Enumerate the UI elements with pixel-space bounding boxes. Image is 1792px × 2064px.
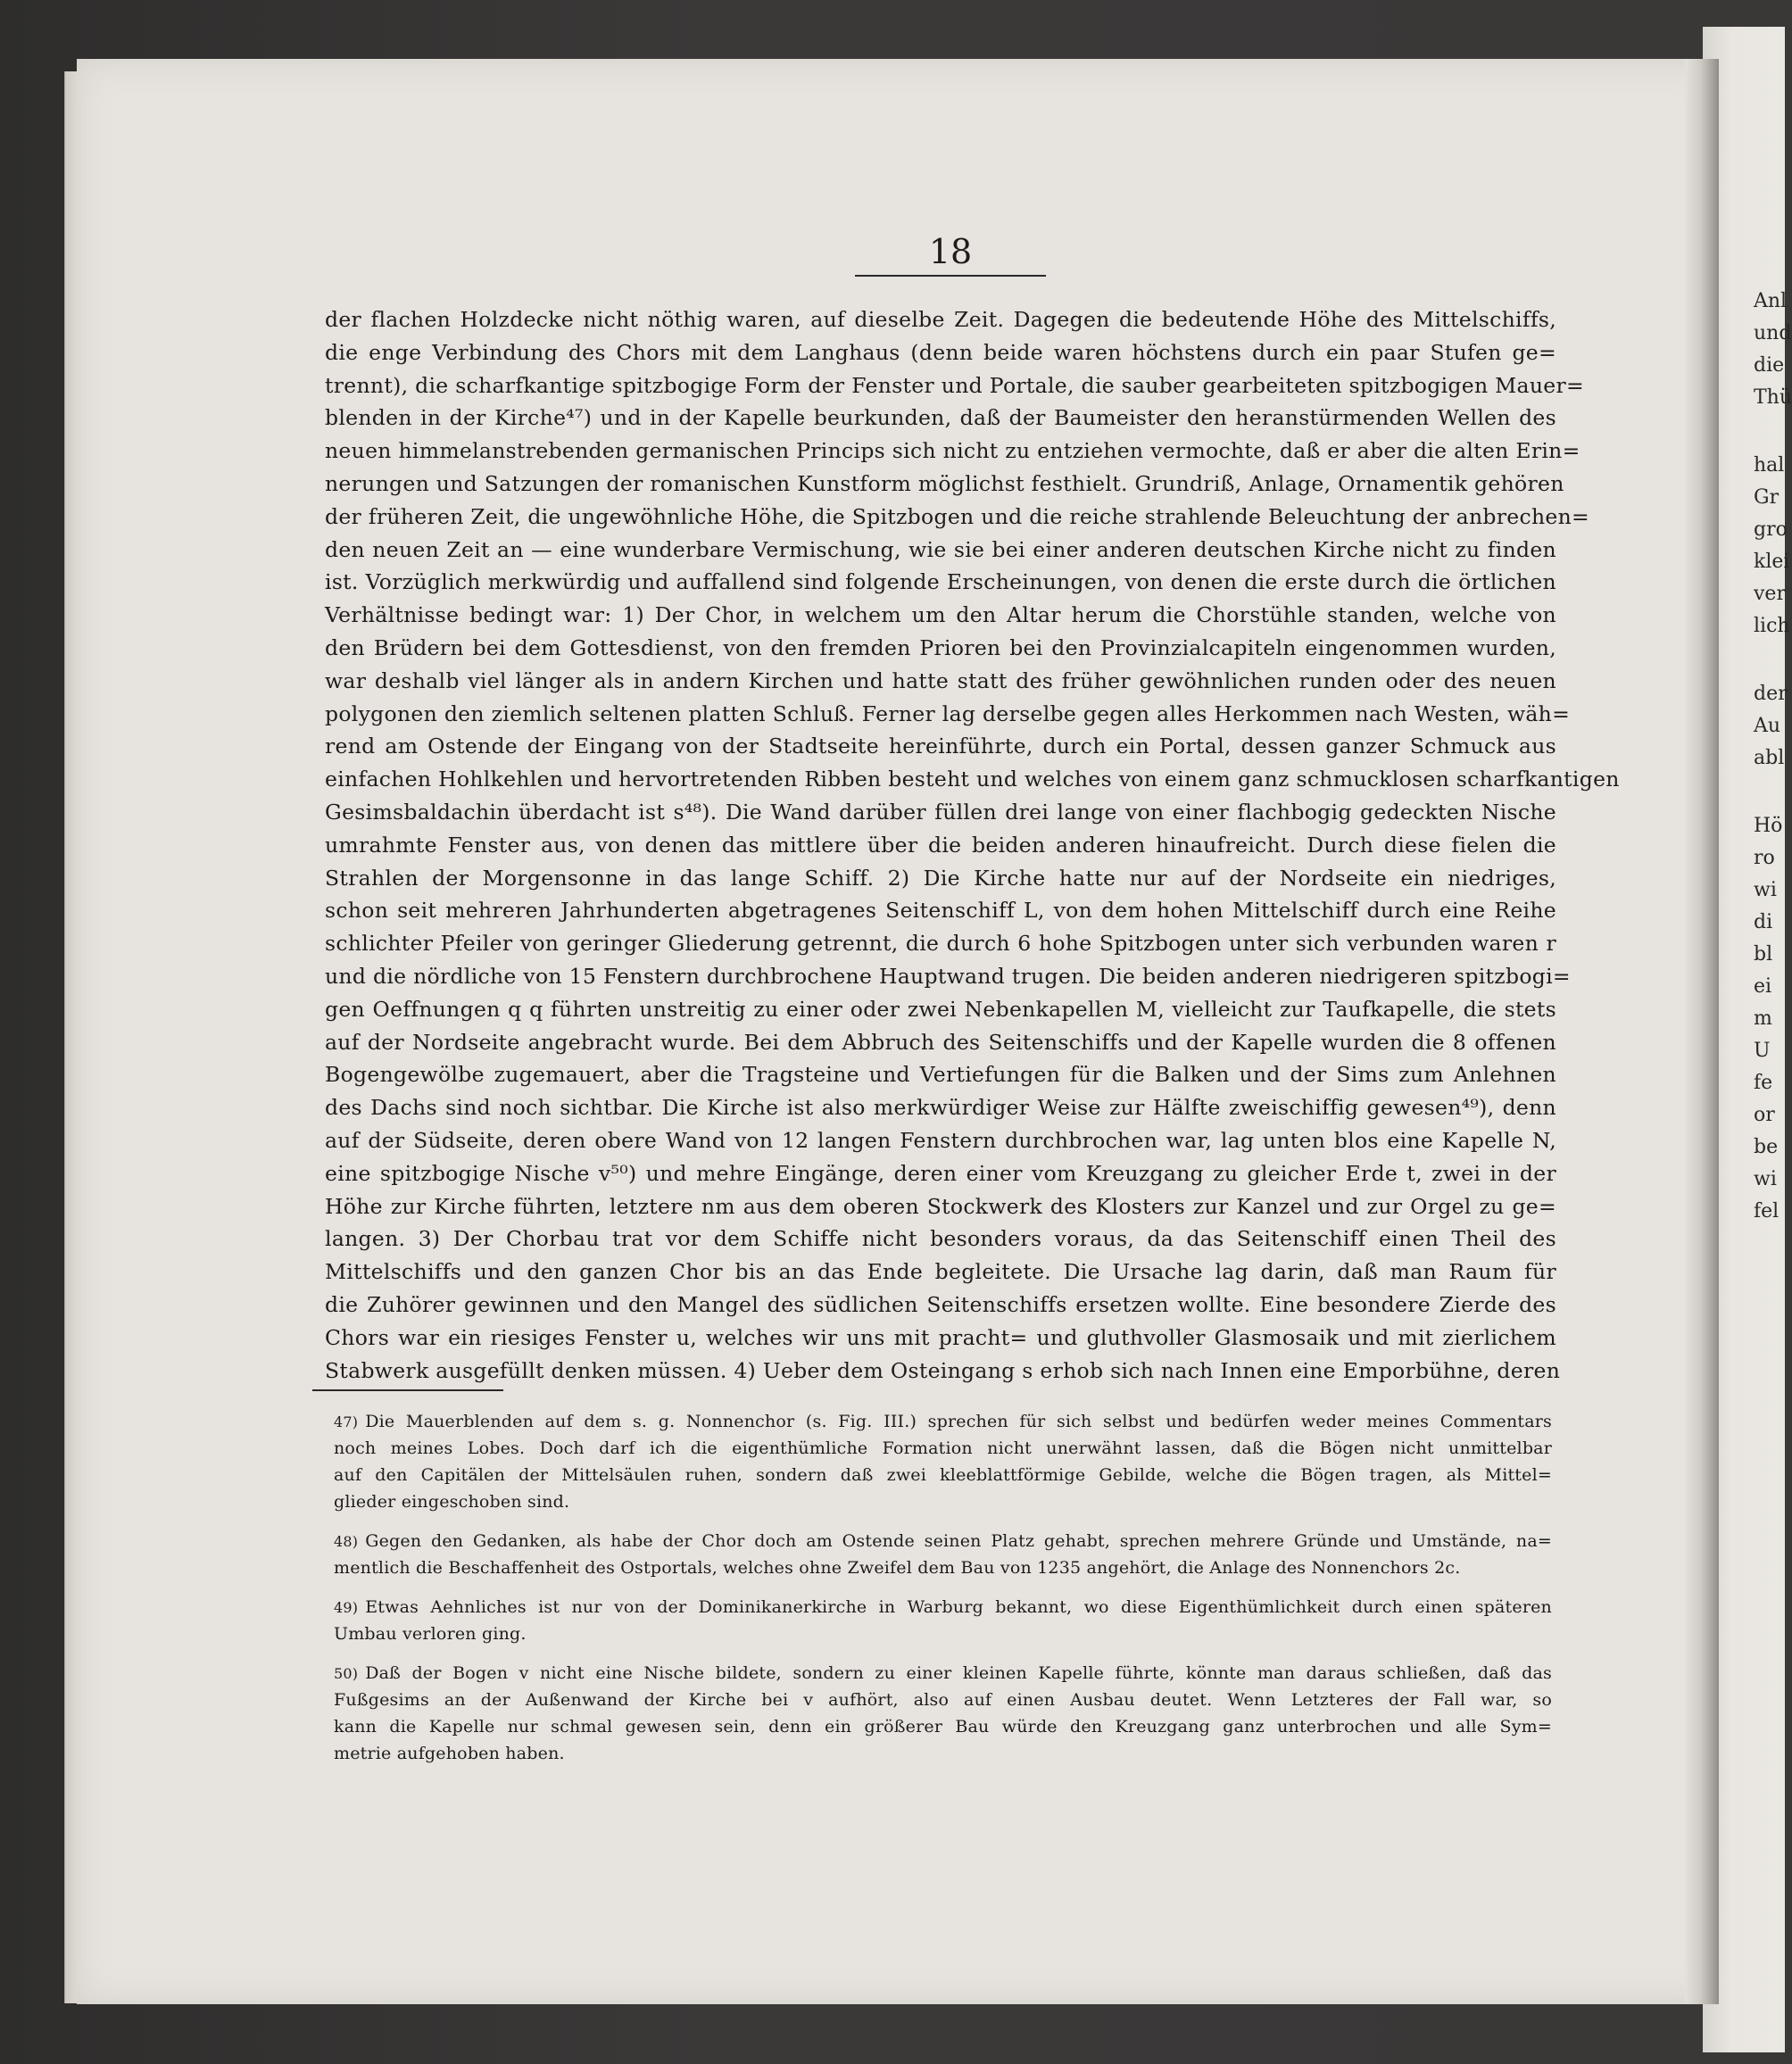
facing-page-text-fragments — [1754, 290, 1792, 1232]
body-line: umrahmte Fenster aus, von denen das mittlere über die beiden anderen hinaufreicht. Durch diese fielen die — [325, 832, 1556, 858]
body-text — [325, 303, 1620, 1387]
body-line: einfachen Hohlkehlen und hervortretenden Ribben besteht und welches von einem ganz schmucklosen scharfkantigen — [325, 767, 1620, 792]
facing-page-fragment — [1754, 647, 1785, 683]
body-line: blenden in der Kirche⁴⁷) und in der Kapelle beurkunden, daß der Baumeister den heranstürmenden Wellen des — [325, 405, 1556, 431]
body-line: des Dachs sind noch sichtbar. Die Kirche ist also merkwürdiger Weise zur Hälfte zweischiffig gewesen⁴⁹), denn — [325, 1095, 1556, 1121]
facing-page-fragment: ver — [1754, 583, 1786, 605]
footnote-text: Die Mauerblenden auf dem s. g. Nonnenchor (s. Fig. III.) sprechen für sich selbst und bedürfen weder meines Commentars — [365, 1412, 1552, 1431]
body-line: Strahlen der Morgensonne in das lange Schiff. 2) Die Kirche hatte nur auf der Nordseite ein niedriges, — [325, 865, 1556, 891]
footnote-line — [334, 1740, 1552, 1767]
facing-page-fragment — [1754, 419, 1785, 454]
facing-page-fragment: m — [1754, 1007, 1772, 1030]
body-line: polygonen den ziemlich seltenen platten Schluß. Ferner lag derselbe gegen alles Herkommen nach Westen, wäh= — [325, 700, 1571, 726]
footnote-text: Gegen den Gedanken, als habe der Chor doch am Ostende seinen Platz gehabt, sprechen mehrere Gründe und Umstände, na= — [365, 1531, 1552, 1551]
facing-page-fragment: lich — [1754, 615, 1790, 637]
footnote-text: mentlich die Beschaffenheit des Ostportals, welches ohne Zweifel dem Bau von 1235 angehört, die Anlage des Nonnenchors 2c. — [334, 1558, 1461, 1578]
facing-page-fragment: und — [1754, 322, 1792, 344]
footnote-number: 48) — [334, 1533, 359, 1550]
footnote-text: Etwas Aehnliches ist nur von der Dominikanerkirche in Warburg bekannt, wo diese Eigenthümlichkeit durch einen späteren — [365, 1597, 1552, 1617]
page-number: 18 — [928, 232, 973, 271]
footnote-line — [334, 1660, 1552, 1687]
body-line: auf der Nordseite angebracht wurde. Bei dem Abbruch des Seitenschiffs und der Kapelle wurden die 8 offenen — [325, 1029, 1556, 1055]
facing-page-fragment: or — [1754, 1104, 1775, 1126]
facing-page-fragment: Anl — [1754, 290, 1788, 312]
facing-page-fragment: Thü — [1754, 386, 1792, 409]
footnote-text: Umbau verloren ging. — [334, 1624, 527, 1644]
footnote-line — [334, 1408, 1552, 1435]
facing-page-fragment: hal — [1754, 454, 1785, 477]
body-line: Mittelschiffs und den ganzen Chor bis an das Ende begleitete. Die Ursache lag darin, daß man Raum für — [325, 1259, 1556, 1285]
facing-page-fragment: ro — [1754, 847, 1775, 869]
facing-page-fragment: Au — [1754, 715, 1781, 737]
facing-page-fragment: wi — [1754, 1168, 1777, 1190]
footnote-text: Fußgesims an der Außenwand der Kirche bei v aufhört, also auf einen Ausbau deutet. Wenn Letzteres der Fall war, so — [334, 1690, 1552, 1710]
footnotes — [334, 1408, 1552, 1779]
body-line: den Brüdern bei dem Gottesdienst, von den fremden Prioren bei den Provinzialcapiteln eingenommen wurden, — [325, 634, 1556, 660]
facing-page-fragment: abl — [1754, 747, 1785, 769]
footnote-line — [334, 1687, 1552, 1713]
facing-page-fragment: gro — [1754, 518, 1788, 541]
body-line: Stabwerk ausgefüllt denken müssen. 4) Ueber dem Osteingang s erhob sich nach Innen eine Emporbühne, deren — [325, 1357, 1561, 1383]
facing-page-fragment: Hö — [1754, 815, 1783, 837]
body-line: ist. Vorzüglich merkwürdig und auffallend sind folgende Erscheinungen, von denen die erste durch die örtlichen — [325, 569, 1556, 595]
footnote-line — [334, 1488, 1552, 1515]
facing-page-fragment: be — [1754, 1136, 1779, 1158]
footnote-text: kann die Kapelle nur schmal gewesen sein, denn ein größerer Bau würde den Kreuzgang ganz unterbrochen und alle Sym= — [334, 1717, 1552, 1737]
footnote — [334, 1594, 1552, 1647]
body-line: Verhältnisse bedingt war: 1) Der Chor, in welchem um den Altar herum die Chorstühle standen, welche von — [325, 602, 1556, 628]
body-line: war deshalb viel länger als in andern Kirchen und hatte statt des früher gewöhnlichen runden oder des neuen — [325, 667, 1556, 693]
body-line: gen Oeffnungen q q führten unstreitig zu einer oder zwei Nebenkapellen M, vielleicht zur Taufkapelle, die stets — [325, 996, 1556, 1022]
facing-page-fragment: ei — [1754, 975, 1772, 998]
footnote-line — [334, 1594, 1552, 1621]
body-line: der früheren Zeit, die ungewöhnliche Höhe, die Spitzbogen und die reiche strahlende Beleuchtung der anbrechen= — [325, 503, 1590, 529]
body-line: die Zuhörer gewinnen und den Mangel des südlichen Seitenschiffs ersetzen wollte. Eine besondere Zierde des — [325, 1291, 1556, 1317]
body-line: eine spitzbogige Nische v⁵⁰) und mehre Eingänge, deren einer vom Kreuzgang zu gleicher Erde t, zwei in der — [325, 1160, 1556, 1186]
footnote-text: auf den Capitälen der Mittelsäulen ruhen, sondern daß zwei kleeblattförmige Gebilde, welche die Bögen tragen, als Mittel= — [334, 1465, 1552, 1485]
footnote — [334, 1408, 1552, 1515]
footnote-line — [334, 1435, 1552, 1462]
facing-page-fragment: di — [1754, 911, 1773, 933]
body-line: trennt), die scharfkantige spitzbogige Form der Fenster und Portale, die sauber gearbeiteten spitzbogigen Mauer= — [325, 372, 1584, 398]
footnote-text: metrie aufgehoben haben. — [334, 1744, 565, 1763]
body-line: Chors war ein riesiges Fenster u, welches wir uns mit pracht= und gluthvoller Glasmosaik und mit zierlichem — [325, 1324, 1556, 1350]
footnote — [334, 1660, 1552, 1767]
body-line: neuen himmelanstrebenden germanischen Princips sich nicht zu entziehen vermochte, daß er aber die alten Erin= — [325, 438, 1580, 464]
body-line: schlichter Pfeiler von geringer Gliederung getrennt, die durch 6 hohe Spitzbogen unter sich verbunden waren r — [325, 931, 1556, 957]
body-line: schon seit mehreren Jahrhunderten abgetragenes Seitenschiff L, von dem hohen Mittelschiff durch eine Reihe — [325, 898, 1556, 924]
body-line: die enge Verbindung des Chors mit dem Langhaus (denn beide waren höchstens durch ein paar Stufen ge= — [325, 339, 1556, 365]
body-line: den neuen Zeit an — eine wunderbare Vermischung, wie sie bei einer anderen deutschen Kirche nicht zu finden — [325, 536, 1556, 562]
facing-page-fragment: fe — [1754, 1072, 1773, 1094]
footnote-line — [334, 1528, 1552, 1554]
footnote — [334, 1528, 1552, 1581]
facing-page-fragment: klei — [1754, 551, 1790, 573]
footnote-line — [334, 1554, 1552, 1581]
body-line: nerungen und Satzungen der romanischen Kunstform möglichst festhielt. Grundriß, Anlage, Ornamentik gehören — [325, 470, 1564, 496]
facing-page-fragment — [1754, 779, 1785, 815]
facing-page-fragment: U — [1754, 1040, 1771, 1062]
footnote-separator — [312, 1389, 503, 1391]
footnote-number: 49) — [334, 1599, 359, 1616]
body-line: und die nördliche von 15 Fenstern durchbrochene Hauptwand trugen. Die beiden anderen niedrigeren spitzbogi= — [325, 963, 1571, 989]
facing-page-fragment: Gr — [1754, 486, 1780, 509]
body-line: Höhe zur Kirche führten, letztere nm aus dem oberen Stockwerk des Klosters zur Kanzel und zur Orgel zu ge= — [325, 1193, 1556, 1219]
footnote-line — [334, 1462, 1552, 1488]
footnote-text: Daß der Bogen v nicht eine Nische bildete, sondern zu einer kleinen Kapelle führte, könnte man daraus schließen, daß das — [365, 1663, 1552, 1683]
footnote-text: glieder eingeschoben sind. — [334, 1492, 570, 1512]
body-line: langen. 3) Der Chorbau trat vor dem Schiffe nicht besonders voraus, da das Seitenschiff einen Theil des — [325, 1226, 1556, 1252]
facing-page-fragment: der — [1754, 683, 1788, 705]
page-number-rule — [855, 275, 1046, 277]
facing-page-fragment: die — [1754, 354, 1785, 377]
facing-page-fragment: bl — [1754, 943, 1773, 966]
body-line: Bogengewölbe zugemauert, aber die Tragsteine und Vertiefungen für die Balken und der Sims zum Anlehnen — [325, 1062, 1556, 1088]
facing-page-fragment: wi — [1754, 879, 1777, 901]
footnote-number: 47) — [334, 1413, 359, 1430]
body-line: Gesimsbaldachin überdacht ist s⁴⁸). Die Wand darüber füllen drei lange von einer flachbogig gedeckten Nische — [325, 799, 1556, 825]
book-gutter — [1685, 59, 1719, 2004]
footnote-text: noch meines Lobes. Doch darf ich die eigenthümliche Formation nicht unerwähnt lassen, daß die Bögen nicht unmittelbar — [334, 1438, 1552, 1458]
body-line: rend am Ostende der Eingang von der Stadtseite hereinführte, durch ein Portal, dessen ganzer Schmuck aus — [325, 734, 1556, 759]
footnote-line — [334, 1621, 1552, 1647]
body-line: auf der Südseite, deren obere Wand von 12 langen Fenstern durchbrochen war, lag unten blos eine Kapelle N, — [325, 1127, 1556, 1153]
body-line: der flachen Holzdecke nicht nöthig waren, auf dieselbe Zeit. Dagegen die bedeutende Höhe des Mittelschiffs, — [325, 307, 1556, 332]
footnote-line — [334, 1713, 1552, 1740]
facing-page-fragment: fel — [1754, 1200, 1780, 1223]
footnote-number: 50) — [334, 1665, 359, 1682]
